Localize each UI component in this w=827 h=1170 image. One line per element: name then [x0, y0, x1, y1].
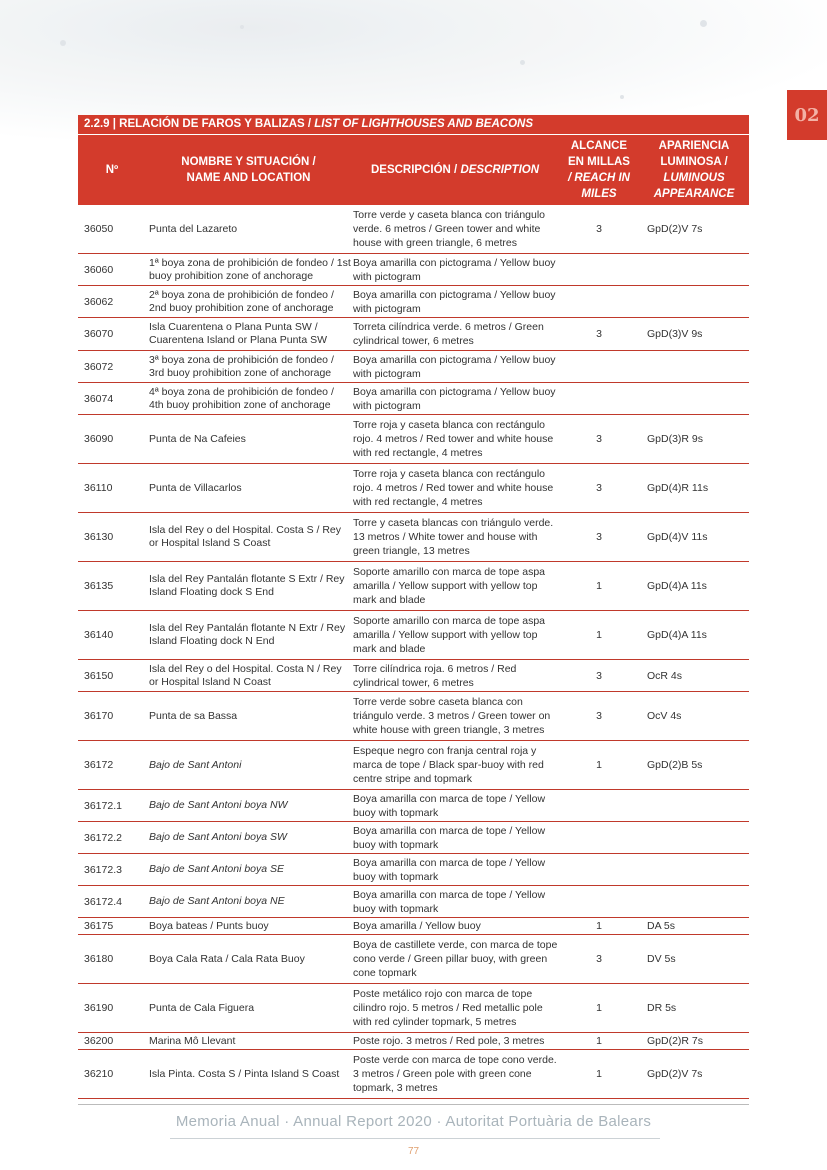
- row-description: Poste verde con marca de tope cono verde. 3 metros / Green pole with green cone topmark, 3 metres: [353, 1054, 557, 1094]
- row-number: 36110: [84, 482, 113, 494]
- row-reach: 3: [596, 953, 602, 965]
- footer-divider: [78, 1104, 749, 1105]
- row-name: Punta de Cala Figuera: [149, 1001, 255, 1014]
- row-number: 36172.3: [84, 863, 122, 876]
- header-reach-l4: MILES: [581, 188, 617, 200]
- section-title-en: LIST OF LIGHTHOUSES AND BEACONS: [314, 118, 534, 130]
- row-name: 3ª boya zona de prohibición de fondeo / 3rd buoy prohibition zone of anchorage: [149, 353, 334, 379]
- row-description: Torre verde y caseta blanca con triángulo verde. 6 metros / Green tower and white house with green triangle, 6 metres: [353, 209, 546, 249]
- row-description: Boya amarilla con pictograma / Yellow buoy with pictogram: [353, 353, 556, 380]
- row-number: 36072: [84, 360, 114, 373]
- table-row: [78, 918, 749, 935]
- row-name: 1ª boya zona de prohibición de fondeo / 1st buoy prohibition zone of anchorage: [149, 256, 351, 282]
- row-description: Poste rojo. 3 metros / Red pole, 3 metres: [353, 1035, 545, 1047]
- row-description: Boya amarilla con pictograma / Yellow buoy with pictogram: [353, 288, 556, 315]
- header-number: Nº: [105, 164, 119, 176]
- row-description: Torre roja y caseta blanca con rectángulo rojo. 4 metros / Red tower and white house with red rectangle, 4 metres: [353, 468, 554, 508]
- row-appearance: [639, 822, 749, 853]
- row-appearance: DA 5s: [647, 920, 676, 932]
- row-number: 36172.2: [84, 831, 122, 844]
- row-reach: 3: [596, 328, 602, 340]
- row-name: Bajo de Sant Antoni boya NE: [149, 895, 285, 907]
- row-reach: 1: [596, 1002, 602, 1014]
- row-description: Soporte amarillo con marca de tope aspa amarilla / Yellow support with yellow top mark and blade: [353, 566, 546, 606]
- row-number: 36090: [84, 433, 114, 445]
- row-number: 36175: [84, 920, 114, 932]
- table-row: [78, 660, 749, 692]
- header-reach-l2: EN MILLAS: [568, 156, 630, 168]
- row-appearance: GpD(3)R 9s: [647, 433, 704, 445]
- header-app-l2: LUMINOSA /: [660, 156, 728, 168]
- table-row: [78, 286, 749, 318]
- header-desc-en: DESCRIPTION: [460, 164, 540, 176]
- header-reach: [559, 135, 639, 205]
- row-appearance: GpD(2)V 7s: [647, 1068, 703, 1080]
- row-description: Soporte amarillo con marca de tope aspa amarilla / Yellow support with yellow top mark and blade: [353, 615, 546, 655]
- section-title-es: 2.2.9 | RELACIÓN DE FAROS Y BALIZAS /: [84, 118, 315, 130]
- header-name-line2: NAME AND LOCATION: [186, 172, 311, 184]
- row-number: 36200: [84, 1035, 114, 1047]
- header-reach-l1: ALCANCE: [570, 140, 628, 152]
- row-appearance: [639, 854, 749, 885]
- row-name: Boya bateas / Punts buoy: [149, 919, 269, 932]
- row-number: 36074: [84, 392, 114, 405]
- table-body: [78, 205, 749, 1099]
- row-appearance: GpD(2)B 5s: [647, 759, 703, 771]
- row-number: 36170: [84, 710, 114, 722]
- row-reach: [559, 351, 639, 382]
- row-reach: 1: [596, 1035, 602, 1047]
- row-name: Punta de Villacarlos: [149, 481, 242, 494]
- row-description: Torre verde sobre caseta blanca con triángulo verde. 3 metros / Green tower on white house with green triangle, 3 metres: [353, 696, 551, 736]
- row-name: Punta de Na Cafeies: [149, 432, 246, 445]
- row-appearance: GpD(4)V 11s: [647, 531, 708, 543]
- row-reach: 3: [596, 223, 602, 235]
- header-appearance: [639, 135, 749, 205]
- row-name: Punta del Lazareto: [149, 222, 238, 235]
- row-name: Boya Cala Rata / Cala Rata Buoy: [149, 952, 305, 965]
- row-appearance: GpD(2)R 7s: [647, 1035, 704, 1047]
- row-name: Bajo de Sant Antoni boya SW: [149, 831, 287, 843]
- row-reach: [559, 822, 639, 853]
- row-number: 36190: [84, 1002, 114, 1014]
- row-number: 36060: [84, 263, 114, 276]
- row-appearance: [639, 886, 749, 917]
- row-description: Boya amarilla con pictograma / Yellow buoy with pictogram: [353, 256, 556, 283]
- row-reach: 3: [596, 669, 602, 682]
- table-row: [78, 1033, 749, 1050]
- row-reach: [559, 886, 639, 917]
- row-reach: 1: [596, 629, 602, 641]
- row-name: 2ª boya zona de prohibición de fondeo / 2nd buoy prohibition zone of anchorage: [149, 288, 334, 314]
- row-number: 36130: [84, 531, 114, 543]
- row-appearance: GpD(4)R 11s: [647, 482, 709, 494]
- table-row: [78, 692, 749, 741]
- row-number: 36070: [84, 328, 114, 340]
- row-reach: [559, 383, 639, 414]
- row-number: 36140: [84, 629, 114, 641]
- row-number: 36172: [84, 759, 114, 771]
- row-description: Boya de castillete verde, con marca de tope cono verde / Green pillar buoy, with green cone topmark: [353, 939, 558, 979]
- row-description: Torreta cilíndrica verde. 6 metros / Green cylindrical tower, 6 metres: [353, 321, 544, 347]
- row-name: Isla del Rey Pantalán flotante N Extr / Rey Island Floating dock N End: [149, 622, 346, 647]
- row-number: 36062: [84, 295, 114, 308]
- header-name-line1: NOMBRE Y SITUACIÓN /: [181, 156, 316, 168]
- row-reach: 1: [596, 920, 602, 932]
- row-appearance: [639, 286, 749, 317]
- row-reach: 1: [596, 580, 602, 592]
- row-name: Bajo de Sant Antoni boya NW: [149, 799, 288, 811]
- row-number: 36135: [84, 580, 114, 592]
- row-name: Isla del Rey o del Hospital. Costa S / Rey or Hospital Island S Coast: [149, 524, 342, 549]
- row-description: Poste metálico rojo con marca de tope cilindro rojo. 5 metros / Red metallic pole with red cylinder topmark, 5 metres: [353, 988, 543, 1028]
- row-reach: 1: [596, 1068, 602, 1080]
- row-appearance: GpD(3)V 9s: [647, 328, 703, 340]
- row-appearance: DV 5s: [647, 953, 676, 965]
- row-appearance: GpD(4)A 11s: [647, 629, 707, 641]
- row-description: Boya amarilla con pictograma / Yellow buoy with pictogram: [353, 385, 556, 412]
- row-number: 36172.4: [84, 895, 122, 908]
- row-name: Bajo de Sant Antoni boya SE: [149, 863, 285, 875]
- page-number: 77: [407, 1146, 420, 1157]
- row-description: Torre roja y caseta blanca con rectángulo rojo. 4 metros / Red tower and white house with red rectangle, 4 metres: [353, 419, 554, 459]
- footer-text: Memoria Anual · Annual Report 2020 · Autoritat Portuària de Balears: [175, 1113, 652, 1130]
- table-row: [78, 1050, 749, 1099]
- row-number: 36210: [84, 1068, 114, 1080]
- row-reach: 3: [596, 433, 602, 445]
- row-reach: 1: [596, 759, 602, 771]
- table-row: [78, 984, 749, 1033]
- row-appearance: [639, 790, 749, 821]
- row-reach: 3: [596, 482, 602, 494]
- row-reach: [559, 790, 639, 821]
- row-description: Torre cilíndrica roja. 6 metros / Red cylindrical tower, 6 metres: [353, 662, 517, 689]
- row-description: Boya amarilla con marca de tope / Yellow buoy with topmark: [353, 888, 546, 915]
- row-number: 36180: [84, 953, 114, 965]
- table-row: [78, 822, 749, 854]
- table-row: [78, 318, 749, 351]
- header-reach-l3: / REACH IN: [568, 172, 630, 184]
- row-reach: [559, 286, 639, 317]
- row-description: Boya amarilla con marca de tope / Yellow buoy with topmark: [353, 824, 546, 851]
- row-name: Isla Pinta. Costa S / Pinta Island S Coast: [149, 1067, 340, 1080]
- table-row: [78, 741, 749, 790]
- row-description: Espeque negro con franja central roja y marca de tope / Black spar-buoy with red centre stripe and topmark: [353, 745, 544, 785]
- section-title: [78, 115, 749, 135]
- table-row: [78, 935, 749, 984]
- table-row: [78, 513, 749, 562]
- lighthouse-table: [78, 115, 749, 1099]
- row-name: Isla del Rey o del Hospital. Costa N / Rey or Hospital Island N Coast: [149, 662, 342, 688]
- row-description: Torre y caseta blancas con triángulo verde. 13 metros / White tower and house with green triangle, 13 metres: [353, 517, 554, 557]
- row-reach: [559, 254, 639, 285]
- table-row: [78, 790, 749, 822]
- table-row: [78, 886, 749, 918]
- row-appearance: DR 5s: [647, 1002, 677, 1014]
- table-row: [78, 383, 749, 415]
- chapter-tab: 02: [787, 90, 827, 140]
- table-row: [78, 351, 749, 383]
- row-description: Boya amarilla / Yellow buoy: [353, 920, 481, 932]
- row-name: Marina Mô Llevant: [149, 1034, 236, 1047]
- table-row: [78, 611, 749, 660]
- row-appearance: [639, 254, 749, 285]
- row-description: Boya amarilla con marca de tope / Yellow buoy with topmark: [353, 856, 546, 883]
- table-row: [78, 562, 749, 611]
- row-name: Bajo de Sant Antoni: [149, 758, 242, 771]
- header-app-l3: LUMINOUS: [663, 172, 725, 184]
- header-app-l1: APARIENCIA: [658, 140, 730, 152]
- row-description: Boya amarilla con marca de tope / Yellow buoy with topmark: [353, 792, 546, 819]
- row-name: 4ª boya zona de prohibición de fondeo / 4th buoy prohibition zone of anchorage: [149, 385, 334, 411]
- row-appearance: [639, 383, 749, 414]
- table-row: [78, 464, 749, 513]
- row-number: 36050: [84, 223, 114, 235]
- table-row: [78, 205, 749, 254]
- table-row: [78, 415, 749, 464]
- table-row: [78, 254, 749, 286]
- table-header: [78, 135, 749, 205]
- footer-underline: [170, 1138, 660, 1139]
- row-appearance: OcV 4s: [647, 710, 682, 722]
- header-desc-es: DESCRIPCIÓN /: [370, 164, 458, 176]
- header-name: [146, 135, 351, 205]
- row-appearance: GpD(2)V 7s: [647, 223, 703, 235]
- row-number: 36150: [84, 669, 114, 682]
- row-reach: [559, 854, 639, 885]
- header-app-l4: APPEARANCE: [653, 188, 735, 200]
- table-row: [78, 854, 749, 886]
- row-name: Punta de sa Bassa: [149, 709, 238, 722]
- row-number: 36172.1: [84, 799, 122, 812]
- header-description: [351, 135, 559, 205]
- row-reach: 3: [596, 531, 602, 543]
- row-appearance: OcR 4s: [647, 669, 683, 682]
- row-name: Isla del Rey Pantalán flotante S Extr / Rey Island Floating dock S End: [149, 573, 345, 598]
- row-appearance: GpD(4)A 11s: [647, 580, 707, 592]
- row-appearance: [639, 351, 749, 382]
- row-name: Isla Cuarentena o Plana Punta SW / Cuarentena Island or Plana Punta SW: [149, 321, 328, 346]
- row-reach: 3: [596, 710, 602, 722]
